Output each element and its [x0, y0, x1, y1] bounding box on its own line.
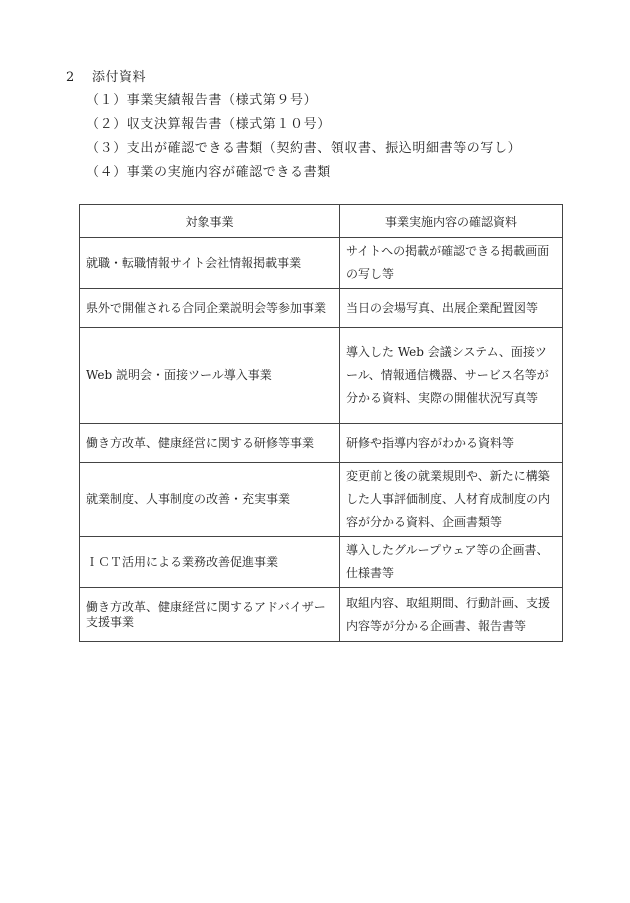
table-header-row	[80, 205, 563, 238]
materials-cell: 当日の会場写真、出展企業配置図等	[340, 289, 563, 328]
target-project-cell: 就業制度、人事制度の改善・充実事業	[80, 463, 340, 537]
section-number: 2	[66, 70, 75, 85]
materials-cell: サイトへの掲載が確認できる掲載画面の写し等	[340, 238, 563, 289]
target-project-cell: Web 説明会・面接ツール導入事業	[80, 328, 340, 424]
section-heading	[66, 66, 146, 85]
table-row	[80, 424, 563, 463]
attachment-item: （４）事業の実施内容が確認できる書類	[86, 165, 331, 180]
target-project-cell: 働き方改革、健康経営に関するアドバイザー支援事業	[80, 588, 340, 642]
table-row	[80, 588, 563, 642]
materials-cell: 導入した Web 会議システム、面接ツール、情報通信機器、サービス名等が分かる資料、実際の開催状況写真等	[340, 328, 563, 424]
header-target-project: 対象事業	[80, 205, 340, 238]
table-row	[80, 328, 563, 424]
target-project-cell: ＩＣＴ活用による業務改善促進事業	[80, 537, 340, 588]
table-row	[80, 289, 563, 328]
target-project-cell: 働き方改革、健康経営に関する研修等事業	[80, 424, 340, 463]
attachment-item: （３）支出が確認できる書類（契約書、領収書、振込明細書等の写し）	[86, 141, 522, 156]
materials-cell: 導入したグループウェア等の企画書、仕様書等	[340, 537, 563, 588]
attachment-item: （１）事業実績報告書（様式第９号）	[86, 93, 318, 108]
attachment-item: （２）収支決算報告書（様式第１０号）	[86, 117, 331, 132]
table-row	[80, 238, 563, 289]
materials-cell: 研修や指導内容がわかる資料等	[340, 424, 563, 463]
materials-cell: 取組内容、取組期間、行動計画、支援内容等が分かる企画書、報告書等	[340, 588, 563, 642]
table-row	[80, 537, 563, 588]
target-project-cell: 就職・転職情報サイト会社情報掲載事業	[80, 238, 340, 289]
confirmation-table	[79, 204, 563, 642]
header-confirmation-materials: 事業実施内容の確認資料	[340, 205, 563, 238]
materials-cell: 変更前と後の就業規則や、新たに構築した人事評価制度、人材育成制度の内容が分かる資料、企画書類等	[340, 463, 563, 537]
table-row	[80, 463, 563, 537]
attachment-list	[86, 91, 521, 187]
target-project-cell: 県外で開催される合同企業説明会等参加事業	[80, 289, 340, 328]
section-title: 添付資料	[92, 70, 147, 85]
